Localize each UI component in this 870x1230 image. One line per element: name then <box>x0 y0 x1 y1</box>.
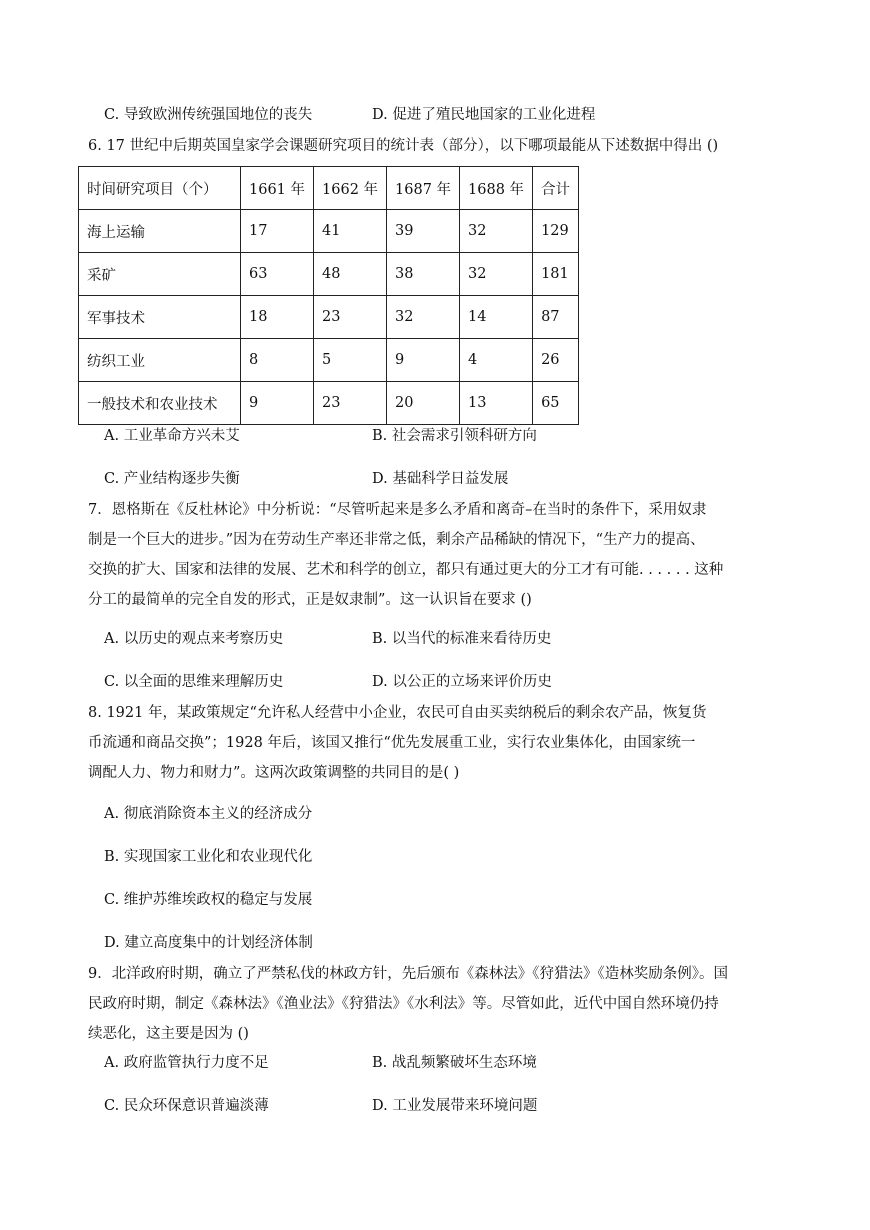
q7-stem-line-2: 制是一个巨大的进步。”因为在劳动生产率还非常之低，剩余产品稀缺的情况下，“生产力的提高、 <box>88 532 705 548</box>
table-cell: 4 <box>460 339 533 382</box>
table-row <box>79 210 579 253</box>
table-cell: 14 <box>460 296 533 339</box>
table-header-cell: 1661 年 <box>241 167 314 210</box>
q6-option-c: C. 产业结构逐步失衡 <box>104 471 240 487</box>
table-cell: 9 <box>241 382 314 425</box>
q7-stem-line-4: 分工的最简单的完全自发的形式，正是奴隶制”。这一认识旨在要求 () <box>88 592 532 608</box>
q9-option-c: C. 民众环保意识普遍淡薄 <box>104 1098 269 1114</box>
table-cell: 17 <box>241 210 314 253</box>
table-cell: 181 <box>533 253 579 296</box>
q7-stem-line-1: 7．恩格斯在《反杜林论》中分析说：“尽管听起来是多么矛盾和离奇–在当时的条件下，采用奴隶 <box>88 502 707 518</box>
table-cell: 48 <box>314 253 387 296</box>
table-row <box>79 253 579 296</box>
table-row <box>79 296 579 339</box>
table-cell: 18 <box>241 296 314 339</box>
table-cell: 13 <box>460 382 533 425</box>
table-cell: 海上运输 <box>79 210 241 253</box>
table-header-cell: 1662 年 <box>314 167 387 210</box>
q7-option-a: A. 以历史的观点来考察历史 <box>104 631 284 647</box>
table-header-row <box>79 167 579 210</box>
table-cell: 军事技术 <box>79 296 241 339</box>
table-header-cell: 时间研究项目（个） <box>79 167 241 210</box>
q8-stem-line-1: 8. 1921 年，某政策规定“允许私人经营中小企业，农民可自由买卖纳税后的剩余农产品，恢复货 <box>88 705 707 721</box>
q8-option-d: D. 建立高度集中的计划经济体制 <box>104 935 313 951</box>
table-cell: 采矿 <box>79 253 241 296</box>
table-cell: 20 <box>387 382 460 425</box>
table-header-cell: 1688 年 <box>460 167 533 210</box>
q8-option-b: B. 实现国家工业化和农业现代化 <box>104 849 313 865</box>
q7-option-d: D. 以公正的立场来评价历史 <box>372 674 552 690</box>
table-cell: 87 <box>533 296 579 339</box>
table-cell: 63 <box>241 253 314 296</box>
table-cell: 8 <box>241 339 314 382</box>
table-cell: 9 <box>387 339 460 382</box>
table-cell: 23 <box>314 296 387 339</box>
table-header-cell: 1687 年 <box>387 167 460 210</box>
q5-option-d: D. 促进了殖民地国家的工业化进程 <box>372 107 596 123</box>
table-cell: 39 <box>387 210 460 253</box>
table-cell: 一般技术和农业技术 <box>79 382 241 425</box>
q6-stem: 6. 17 世纪中后期英国皇家学会课题研究项目的统计表（部分），以下哪项最能从下述数据中得出 () <box>88 138 719 154</box>
q5-option-c: C. 导致欧洲传统强国地位的丧失 <box>104 107 313 123</box>
table-cell: 纺织工业 <box>79 339 241 382</box>
table-cell: 32 <box>387 296 460 339</box>
q6-option-a: A. 工业革命方兴未艾 <box>104 428 240 444</box>
q6-statistics-table <box>78 166 579 425</box>
table-header-cell: 合计 <box>533 167 579 210</box>
q8-option-a: A. 彻底消除资本主义的经济成分 <box>104 806 313 822</box>
table-cell: 23 <box>314 382 387 425</box>
q9-stem-line-1: 9．北洋政府时期，确立了严禁私伐的林政方针，先后颁布《森林法》《狩猎法》《造林奖励条例》。国 <box>88 966 728 982</box>
table-row <box>79 339 579 382</box>
table-cell: 32 <box>460 253 533 296</box>
q9-option-b: B. 战乱频繁破坏生态环境 <box>372 1055 537 1071</box>
q8-stem-line-3: 调配人力、物力和财力”。这两次政策调整的共同目的是( ) <box>88 765 460 781</box>
q9-stem-line-3: 续恶化，这主要是因为 () <box>88 1026 249 1042</box>
q9-option-d: D. 工业发展带来环境问题 <box>372 1098 538 1114</box>
table-cell: 38 <box>387 253 460 296</box>
q9-stem-line-2: 民政府时期，制定《森林法》《渔业法》《狩猎法》《水利法》等。尽管如此，近代中国自然环境仍持 <box>88 996 719 1012</box>
q8-stem-line-2: 币流通和商品交换”；1928 年后，该国又推行“优先发展重工业，实行农业集体化，由国家统一 <box>88 735 696 751</box>
table-cell: 26 <box>533 339 579 382</box>
q7-option-b: B. 以当代的标准来看待历史 <box>372 631 552 647</box>
table-row <box>79 382 579 425</box>
q7-option-c: C. 以全面的思维来理解历史 <box>104 674 284 690</box>
q9-option-a: A. 政府监管执行力度不足 <box>104 1055 269 1071</box>
table-cell: 41 <box>314 210 387 253</box>
table-cell: 5 <box>314 339 387 382</box>
table-cell: 32 <box>460 210 533 253</box>
table-cell: 65 <box>533 382 579 425</box>
table-cell: 129 <box>533 210 579 253</box>
q6-option-d: D. 基础科学日益发展 <box>372 471 509 487</box>
q7-stem-line-3: 交换的扩大、国家和法律的发展、艺术和科学的创立，都只有通过更大的分工才有可能. . . . . . 这种 <box>88 562 724 578</box>
q8-option-c: C. 维护苏维埃政权的稳定与发展 <box>104 892 313 908</box>
q6-option-b: B. 社会需求引领科研方向 <box>372 428 537 444</box>
